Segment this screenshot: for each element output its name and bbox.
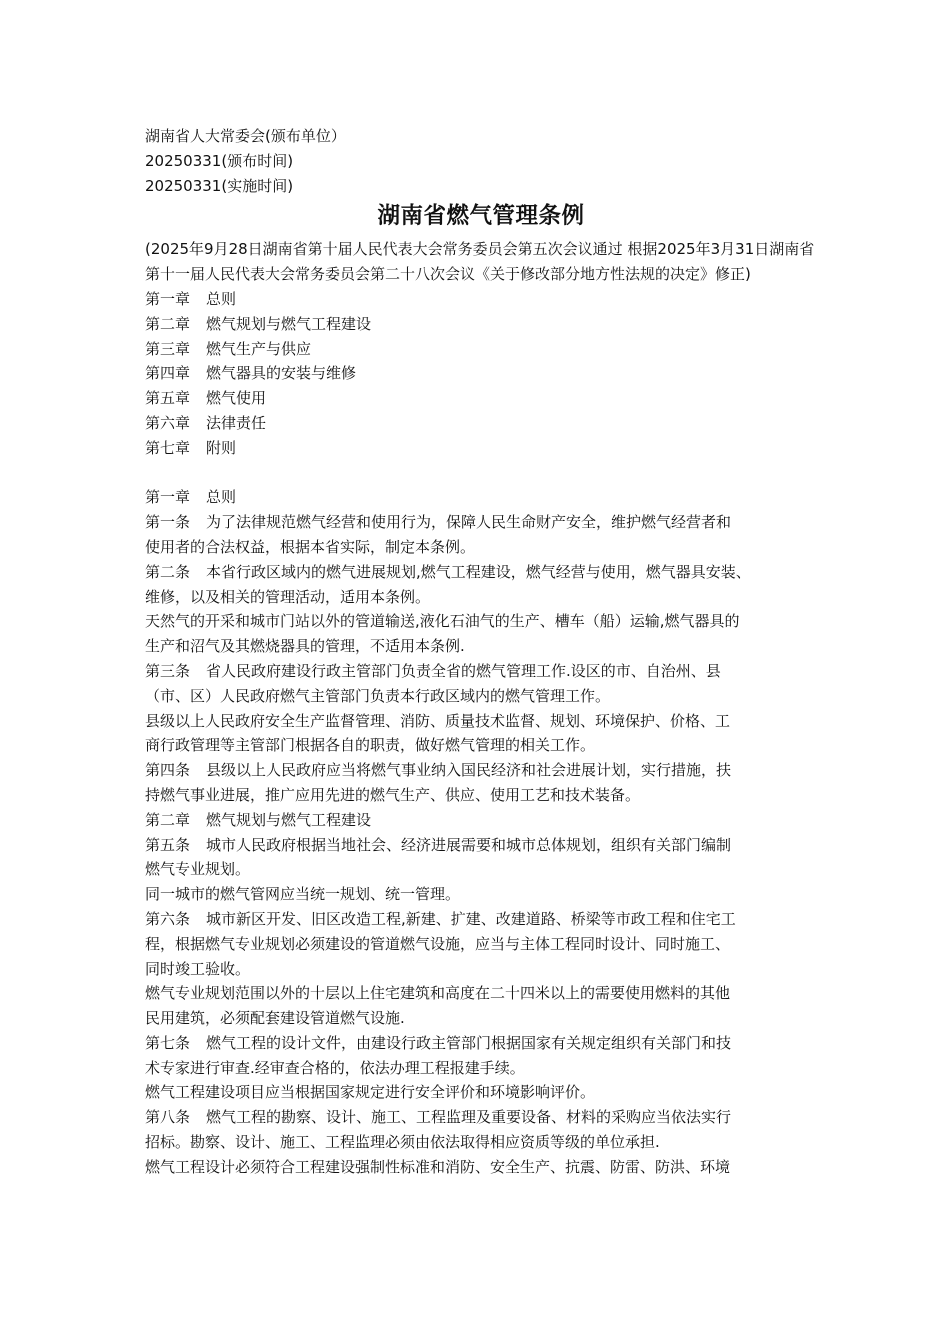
toc-chapter-number: 第四章 <box>145 364 191 383</box>
article-3-para: 商行政管理等主管部门根据各自的职责，做好燃气管理的相关工作。 <box>145 736 596 755</box>
article-5-para: 同一城市的燃气管网应当统一规划、统一管理。 <box>145 885 461 904</box>
article-4: 第四条 县级以上人民政府应当将燃气事业纳入国民经济和社会进展计划，实行措施，扶 <box>145 758 817 783</box>
article-5: 第五条 城市人民政府根据当地社会、经济进展需要和城市总体规划，组织有关部门编制 <box>145 833 817 858</box>
article-label: 第六条 <box>145 909 191 928</box>
issue-date-line: 20250331(颁布时间) <box>145 151 294 170</box>
article-3-cont: （市、区）人民政府燃气主管部门负责本行政区域内的燃气管理工作。 <box>145 686 611 705</box>
toc-chapter-number: 第六章 <box>145 413 191 432</box>
toc-chapter-number: 第三章 <box>145 339 191 358</box>
toc-chapter-name: 附则 <box>206 438 237 457</box>
article-3: 第三条 省人民政府建设行政主管部门负责全省的燃气管理工作.设区的市、自治州、县 <box>145 659 817 684</box>
article-label: 第七条 <box>145 1033 191 1052</box>
article-5-cont: 燃气专业规划。 <box>145 860 251 879</box>
toc-chapter-number: 第七章 <box>145 438 191 457</box>
article-7-para: 燃气工程建设项目应当根据国家规定进行安全评价和环境影响评价。 <box>145 1083 596 1102</box>
toc-item[interactable] <box>145 361 817 386</box>
toc-chapter-name: 燃气器具的安装与维修 <box>206 364 357 383</box>
article-label: 第八条 <box>145 1108 191 1127</box>
article-8-para: 燃气工程设计必须符合工程建设强制性标准和消防、安全生产、抗震、防雷、防洪、环境 <box>145 1157 731 1176</box>
toc-chapter-number: 第一章 <box>145 289 191 308</box>
document-body <box>145 485 817 1179</box>
article-2: 第二条 本省行政区域内的燃气进展规划,燃气工程建设，燃气经营与使用，燃气器具安装、 <box>145 560 817 585</box>
article-label: 第二条 <box>145 562 191 581</box>
article-label: 第五条 <box>145 835 191 854</box>
revision-note: (2025年9月28日湖南省第十届人民代表大会常务委员会第五次会议通过 根据2025年3月31日湖南省第十一届人民代表大会常务委员会第二十八次会议《关于修改部分地方性法规的决定》修正) <box>145 240 815 284</box>
toc-item[interactable] <box>145 337 817 362</box>
issuer-line: 湖南省人大常委会(颁布单位） <box>145 127 346 145</box>
toc-chapter-number: 第二章 <box>145 314 191 333</box>
toc-chapter-name: 总则 <box>206 289 237 308</box>
table-of-contents <box>145 287 817 461</box>
article-3-para: 县级以上人民政府安全生产监督管理、消防、质量技术监督、规划、环境保护、价格、工 <box>145 711 731 730</box>
toc-item[interactable] <box>145 312 817 337</box>
article-label: 第三条 <box>145 661 191 680</box>
article-label: 第四条 <box>145 761 191 780</box>
article-6-cont: 程，根据燃气专业规划必须建设的管道燃气设施，应当与主体工程同时设计、同时施工、 <box>145 934 731 953</box>
article-6-para: 燃气专业规划范围以外的十层以上住宅建筑和高度在二十四米以上的需要使用燃料的其他 <box>145 984 731 1003</box>
article-7-cont: 术专家进行审查.经审查合格的，依法办理工程报建手续。 <box>145 1058 525 1077</box>
spacer <box>145 461 817 486</box>
chapter-heading: 第一章 总则 <box>145 488 237 507</box>
article-label: 第一条 <box>145 513 191 532</box>
article-2-para: 天然气的开采和城市门站以外的管道输送,液化石油气的生产、槽车（船）运输,燃气器具的 <box>145 612 740 631</box>
document-title: 湖南省燃气管理条例 <box>377 203 585 230</box>
article-4-cont: 持燃气事业进展，推广应用先进的燃气生产、供应、使用工艺和技术装备。 <box>145 785 641 804</box>
effective-date-line: 20250331(实施时间) <box>145 176 294 195</box>
article-1: 第一条 为了法律规范燃气经营和使用行为，保障人民生命财产安全，维护燃气经营者和 <box>145 510 817 535</box>
article-6-cont: 同时竣工验收。 <box>145 959 251 978</box>
toc-item[interactable] <box>145 386 817 411</box>
toc-chapter-name: 燃气使用 <box>206 389 267 408</box>
article-2-cont: 维修，以及相关的管理活动，适用本条例。 <box>145 587 431 606</box>
toc-chapter-name: 燃气规划与燃气工程建设 <box>206 314 372 333</box>
toc-item[interactable] <box>145 411 817 436</box>
toc-chapter-name: 燃气生产与供应 <box>206 339 312 358</box>
article-6: 第六条 城市新区开发、旧区改造工程,新建、扩建、改建道路、桥梁等市政工程和住宅工 <box>145 907 817 932</box>
article-6-para: 民用建筑，必须配套建设管道燃气设施. <box>145 1009 405 1028</box>
article-8-cont: 招标。勘察、设计、施工、工程监理必须由依法取得相应资质等级的单位承担. <box>145 1133 660 1152</box>
article-1-cont: 使用者的合法权益，根据本省实际，制定本条例。 <box>145 537 476 556</box>
toc-chapter-name: 法律责任 <box>206 413 267 432</box>
article-7: 第七条 燃气工程的设计文件，由建设行政主管部门根据国家有关规定组织有关部门和技 <box>145 1031 817 1056</box>
toc-chapter-number: 第五章 <box>145 389 191 408</box>
chapter-heading: 第二章 燃气规划与燃气工程建设 <box>145 810 372 829</box>
toc-item[interactable] <box>145 287 817 312</box>
toc-item[interactable] <box>145 436 817 461</box>
article-8: 第八条 燃气工程的勘察、设计、施工、工程监理及重要设备、材料的采购应当依法实行 <box>145 1105 817 1130</box>
document-page <box>145 124 817 1180</box>
article-2-para: 生产和沼气及其燃烧器具的管理，不适用本条例. <box>145 637 465 656</box>
